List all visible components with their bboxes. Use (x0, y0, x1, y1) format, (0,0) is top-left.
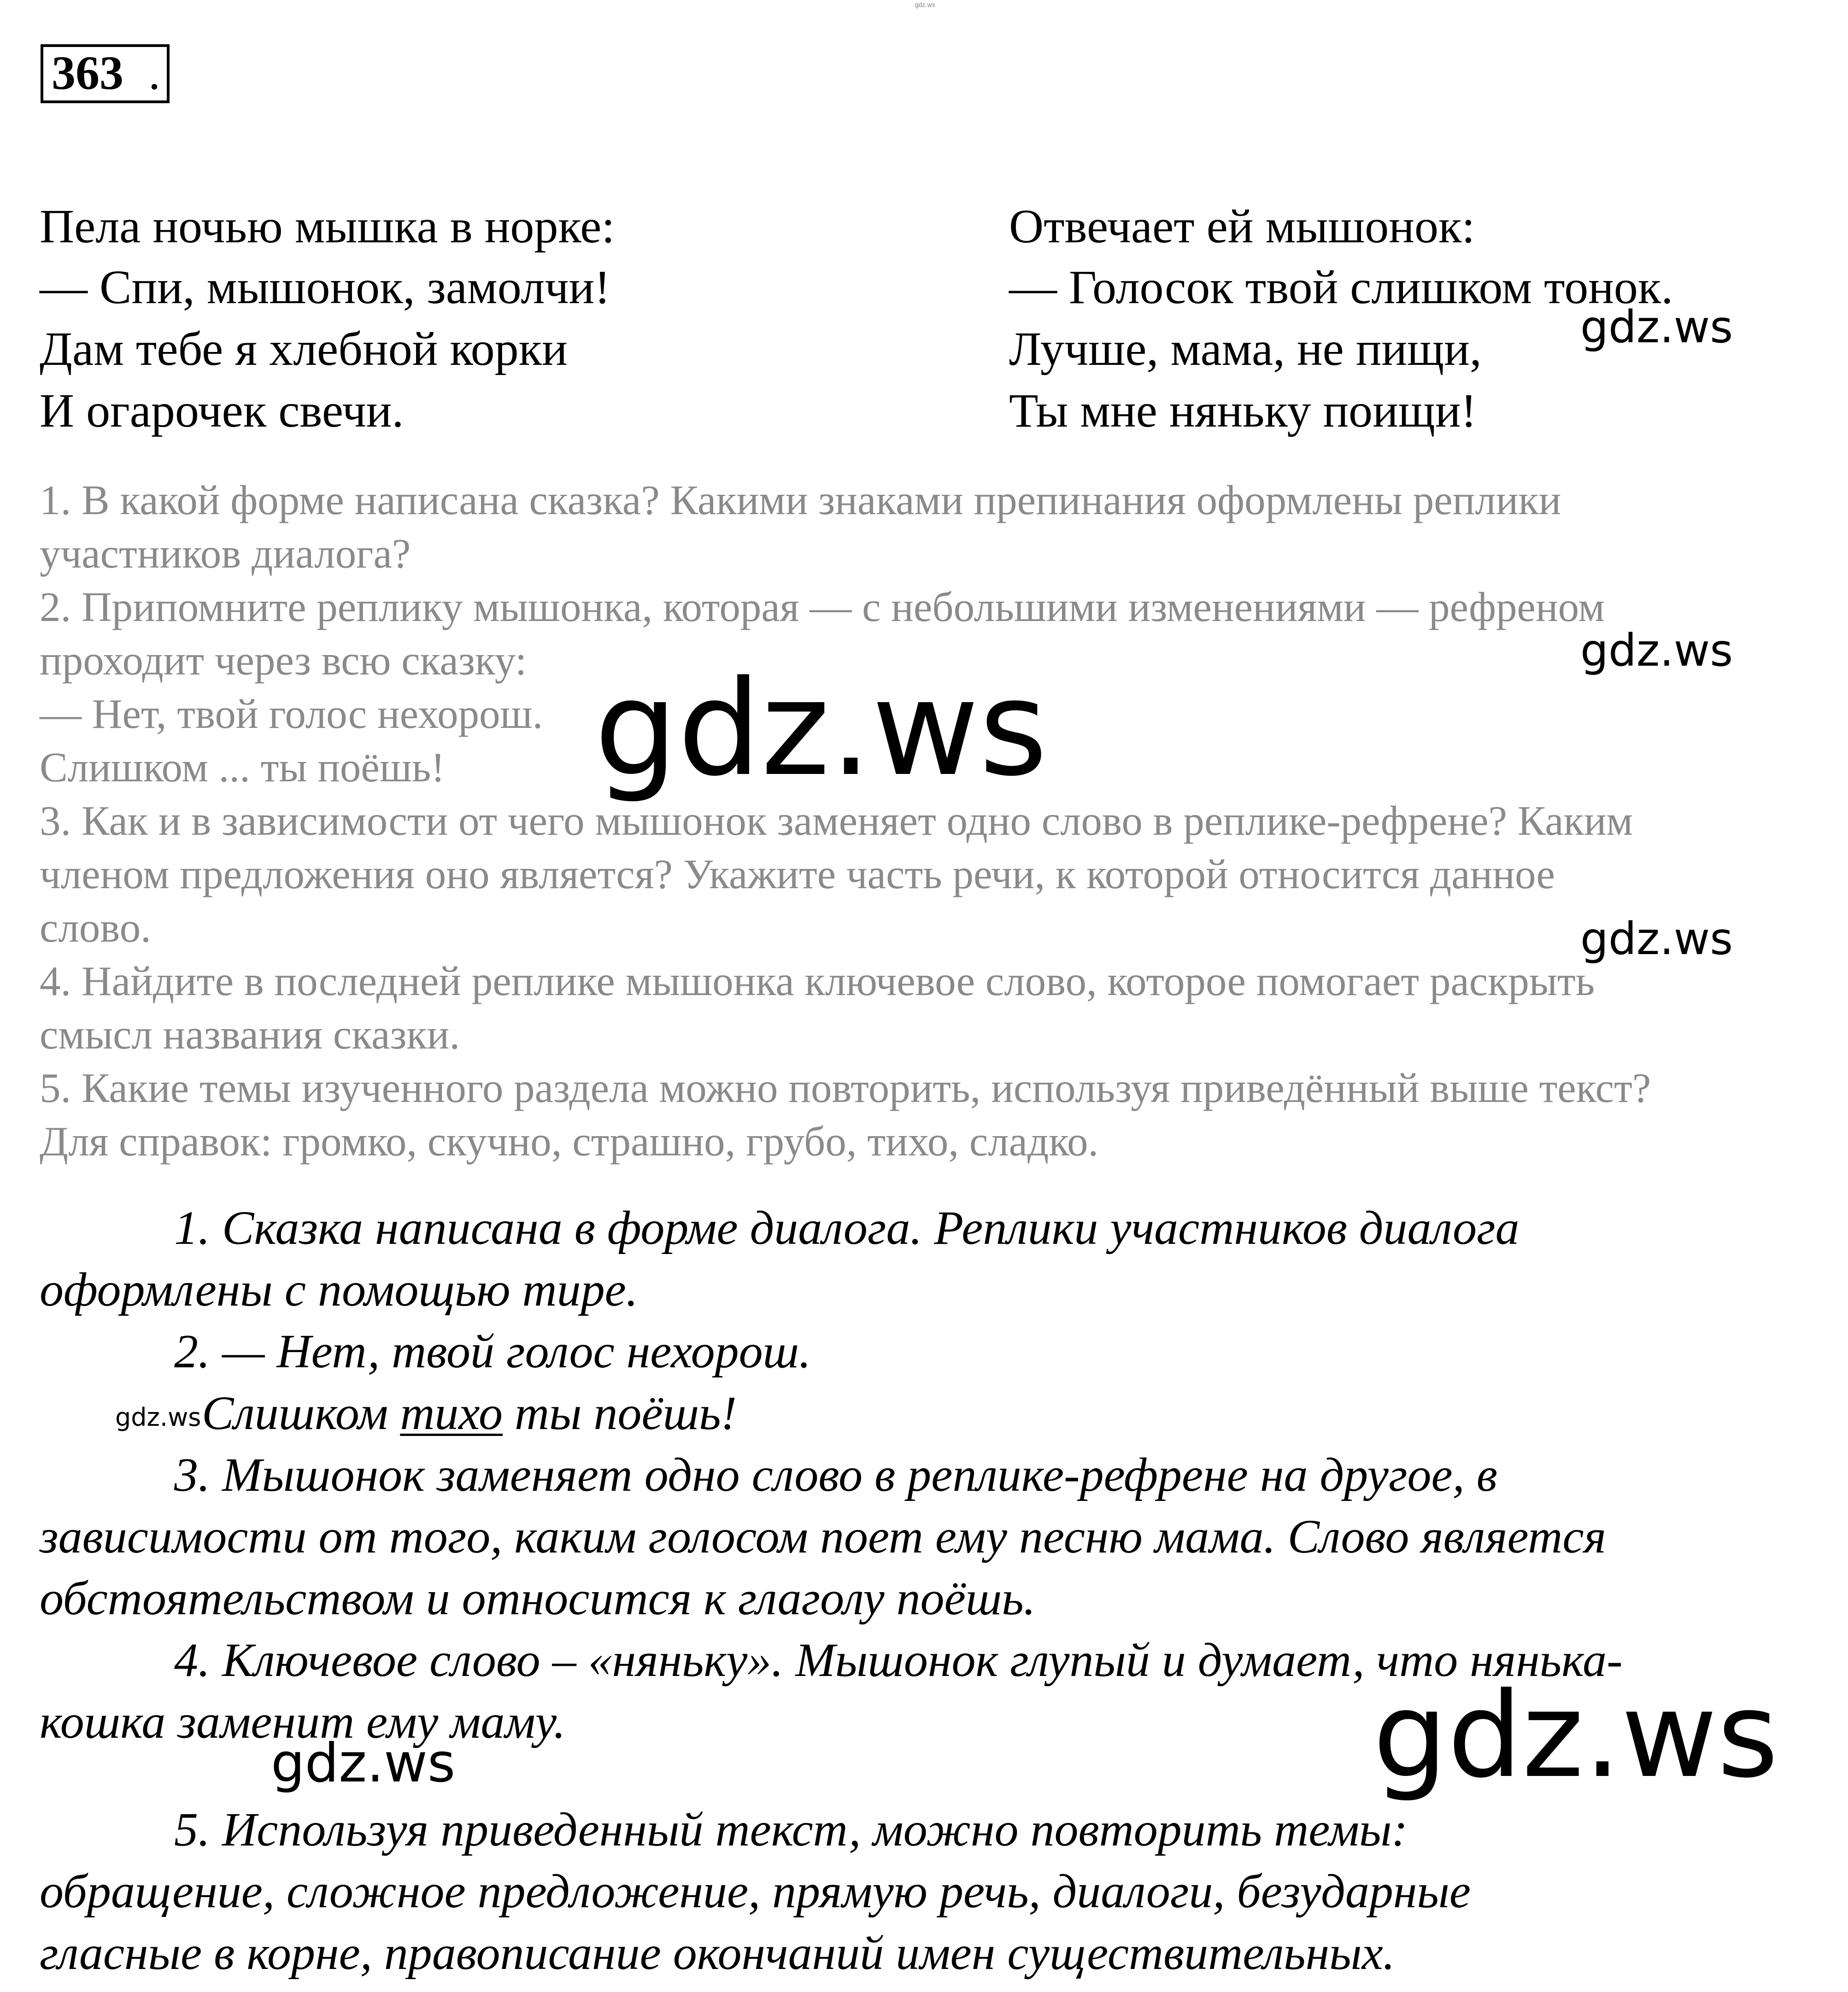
answer-2-line-2 (202, 1387, 737, 1440)
question-line: Слишком ... ты поёшь! (40, 744, 445, 791)
question-line: участников диалога? (40, 530, 411, 577)
poem-right-line-3: Лучше, мама, не пищи, (1009, 322, 1482, 375)
poem-left-line-3: Дам тебе я хлебной корки (40, 322, 568, 375)
watermark: gdz.ws (594, 652, 1048, 805)
poem-right-line-1: Отвечает ей мышонок: (1009, 200, 1475, 253)
poem-left-line-2: — Спи, мышонок, замолчи! (40, 261, 610, 314)
answer-2-line-1: 2. — Нет, твой голос нехорош. (174, 1325, 811, 1378)
poem-left-line-4: И огарочек свечи. (40, 384, 404, 437)
exercise-number-dot: . (148, 47, 160, 100)
question-line: слово. (40, 904, 151, 951)
answer-2-underlined-word: тихо (400, 1387, 503, 1440)
answer-3-line-1: 3. Мышонок заменяет одно слово в реплике-рефрене на другое, в (174, 1448, 1497, 1501)
watermark: gdz.ws (1373, 1667, 1779, 1804)
answer-1-line-1: 1. Сказка написана в форме диалога. Реплики участников диалога (174, 1201, 1519, 1254)
watermark: gdz.ws (115, 1403, 201, 1432)
answer-5-line-2: обращение, сложное предложение, прямую речь, диалоги, безударные (40, 1865, 1471, 1918)
answer-2-text: Слишком (202, 1387, 400, 1440)
watermark: gdz.ws (1580, 625, 1733, 676)
poem-right-line-2: — Голосок твой слишком тонок. (1009, 261, 1673, 314)
answer-5-line-1: 5. Используя приведенный текст, можно повторить темы: (174, 1803, 1408, 1856)
question-line: 4. Найдите в последней реплике мышонка ключевое слово, которое помогает раскрыть (40, 958, 1595, 1004)
watermark: gdz.ws (1580, 301, 1733, 353)
answer-3-line-3: обстоятельством и относится к глаголу поёшь. (40, 1572, 1036, 1625)
watermark: gdz.ws (271, 1732, 456, 1794)
watermark: gdz.ws (1580, 913, 1733, 965)
exercise-number: 363 (52, 47, 123, 100)
poem-right-line-4: Ты мне няньку поищи! (1009, 384, 1477, 437)
answer-5-line-3: гласные в корне, правописание окончаний имен существительных. (40, 1927, 1395, 1980)
poem-left-line-1: Пела ночью мышка в норке: (40, 200, 615, 253)
question-line: 1. В какой форме написана сказка? Какими знаками препинания оформлены реплики (40, 477, 1561, 523)
answer-3-line-2: зависимости от того, каким голосом поет ему песню мама. Слово является (40, 1510, 1606, 1563)
question-line: Для справок: громко, скучно, страшно, грубо, тихо, сладко. (40, 1118, 1099, 1165)
answer-4-line-1: 4. Ключевое слово – «няньку». Мышонок глупый и думает, что нянька- (174, 1634, 1623, 1687)
answer-4-line-2: кошка заменит ему маму. (40, 1695, 566, 1748)
question-line: 3. Как и в зависимости от чего мышонок заменяет одно слово в реплике-рефрене? Каким (40, 797, 1633, 844)
question-line: членом предложения оно является? Укажите часть речи, к которой относится данное (40, 851, 1555, 897)
header-mark: gdz.ws (915, 1, 935, 8)
question-line: — Нет, твой голос нехорош. (40, 691, 543, 737)
answer-1-line-2: оформлены с помощью тире. (40, 1263, 638, 1316)
answer-2-text-end: ты поёшь! (503, 1387, 737, 1440)
question-line: смысл названия сказки. (40, 1011, 460, 1058)
question-line: проходит через всю сказку: (40, 637, 527, 684)
question-line: 5. Какие темы изученного раздела можно повторить, используя приведённый выше текст? (40, 1065, 1651, 1111)
question-line: 2. Припомните реплику мышонка, которая — с небольшими изменениями — рефреном (40, 584, 1605, 630)
